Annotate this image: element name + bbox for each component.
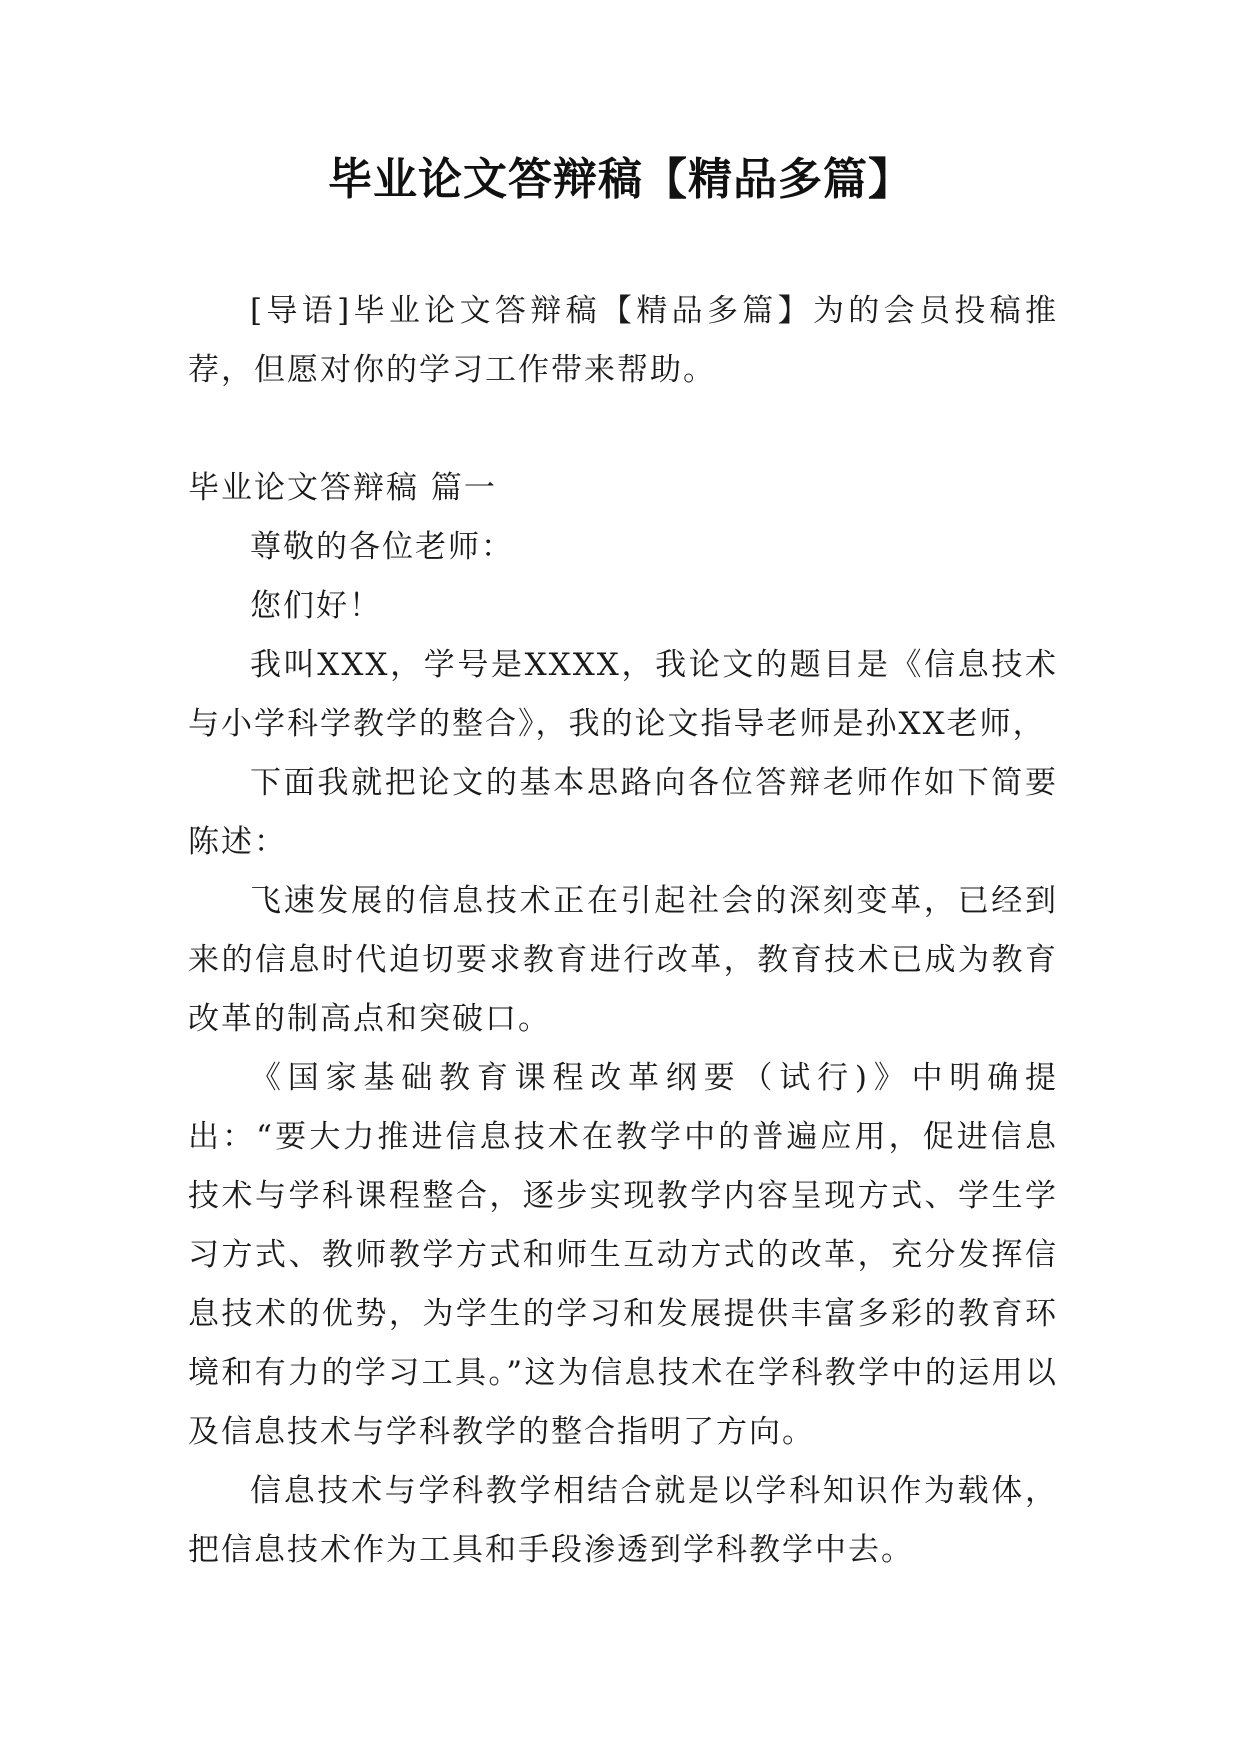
document-body	[188, 282, 1058, 1580]
body-paragraph: 您们好！	[250, 588, 382, 624]
document-title: 毕业论文答辩稿【精品多篇】	[328, 154, 913, 205]
body-paragraph: 《国家基础教育课程改革纲要（试行)》中明确提出：“要大力推进信息技术在教学中的普遍应用，促进信息技术与学科课程整合，逐步实现教学内容呈现方式、学生学习方式、教师教学方式和师生互动方式的改革，充分发挥信息技术的优势，为学生的学习和发展提供丰富多彩的教育环境和有力的学习工具。”这为信息技术在学科教学中的运用以及信息技术与学科教学的整合指明了方向。	[188, 1060, 1058, 1450]
body-paragraph: 下面我就把论文的基本思路向各位答辩老师作如下简要陈述：	[188, 765, 1058, 860]
body-paragraph: 我叫XXX，学号是XXXX，我论文的题目是《信息技术与小学科学教学的整合》，我的论文指导老师是孙XX老师，	[188, 647, 1058, 742]
section-heading: 毕业论文答辩稿 篇一	[188, 470, 497, 506]
body-paragraph: 信息技术与学科教学相结合就是以学科知识作为载体，把信息技术作为工具和手段渗透到学科教学中去。	[188, 1473, 1058, 1568]
body-paragraph: 尊敬的各位老师：	[250, 529, 514, 565]
intro-paragraph: [导语]毕业论文答辩稿【精品多篇】为的会员投稿推荐，但愿对你的学习工作带来帮助。	[188, 293, 1058, 388]
body-paragraph: 飞速发展的信息技术正在引起社会的深刻变革，已经到来的信息时代迫切要求教育进行改革，教育技术已成为教育改革的制高点和突破口。	[188, 883, 1058, 1037]
